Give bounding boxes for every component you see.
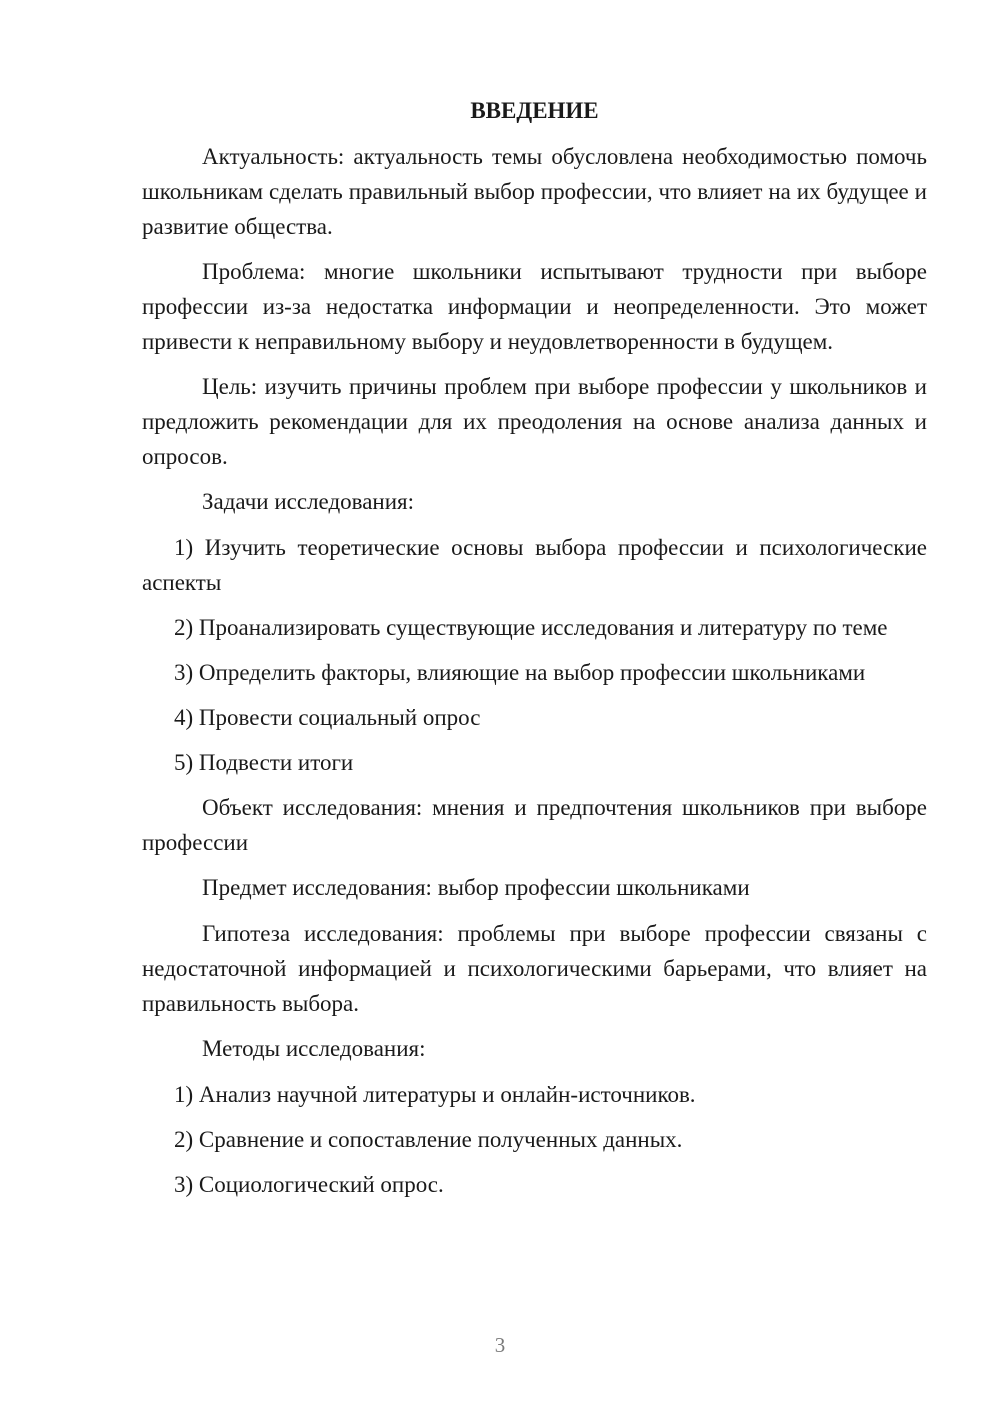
task-item: 5) Подвести итоги: [174, 750, 354, 775]
method-item: 3) Социологический опрос.: [174, 1172, 444, 1197]
task-item: 2) Проанализировать существующие исследования и литературу по теме: [174, 615, 888, 640]
task-item: 1) Изучить теоретические основы выбора профессии и психологические аспекты: [142, 535, 927, 595]
tasks-heading: Задачи исследования:: [202, 489, 415, 514]
method-item: 1) Анализ научной литературы и онлайн-источников.: [174, 1082, 696, 1107]
paragraph-object: Объект исследования: мнения и предпочтения школьников при выборе профессии: [142, 795, 927, 855]
section-heading: ВВЕДЕНИЕ: [470, 98, 599, 123]
page-number: 3: [494, 1333, 506, 1357]
task-item: 4) Провести социальный опрос: [174, 705, 481, 730]
paragraph-problem: Проблема: многие школьники испытывают трудности при выборе профессии из-за недостатка информации и неопределенности. Это может привести к неправильному выбору и неудовлетворенности в будущем.: [142, 259, 927, 354]
method-item: 2) Сравнение и сопоставление полученных данных.: [174, 1127, 683, 1152]
page-content: [142, 93, 927, 1212]
paragraph-subject: Предмет исследования: выбор профессии школьниками: [202, 875, 750, 900]
paragraph-hypothesis: Гипотеза исследования: проблемы при выборе профессии связаны с недостаточной информацией и психологическими барьерами, что влияет на правильность выбора.: [142, 921, 927, 1016]
paragraph-goal: Цель: изучить причины проблем при выборе профессии у школьников и предложить рекомендации для их преодоления на основе анализа данных и опросов.: [142, 374, 927, 469]
task-item: 3) Определить факторы, влияющие на выбор профессии школьниками: [174, 660, 866, 685]
methods-heading: Методы исследования:: [202, 1036, 426, 1061]
paragraph-relevance: Актуальность: актуальность темы обусловлена необходимостью помочь школьникам сделать правильный выбор профессии, что влияет на их будущее и развитие общества.: [142, 144, 927, 239]
